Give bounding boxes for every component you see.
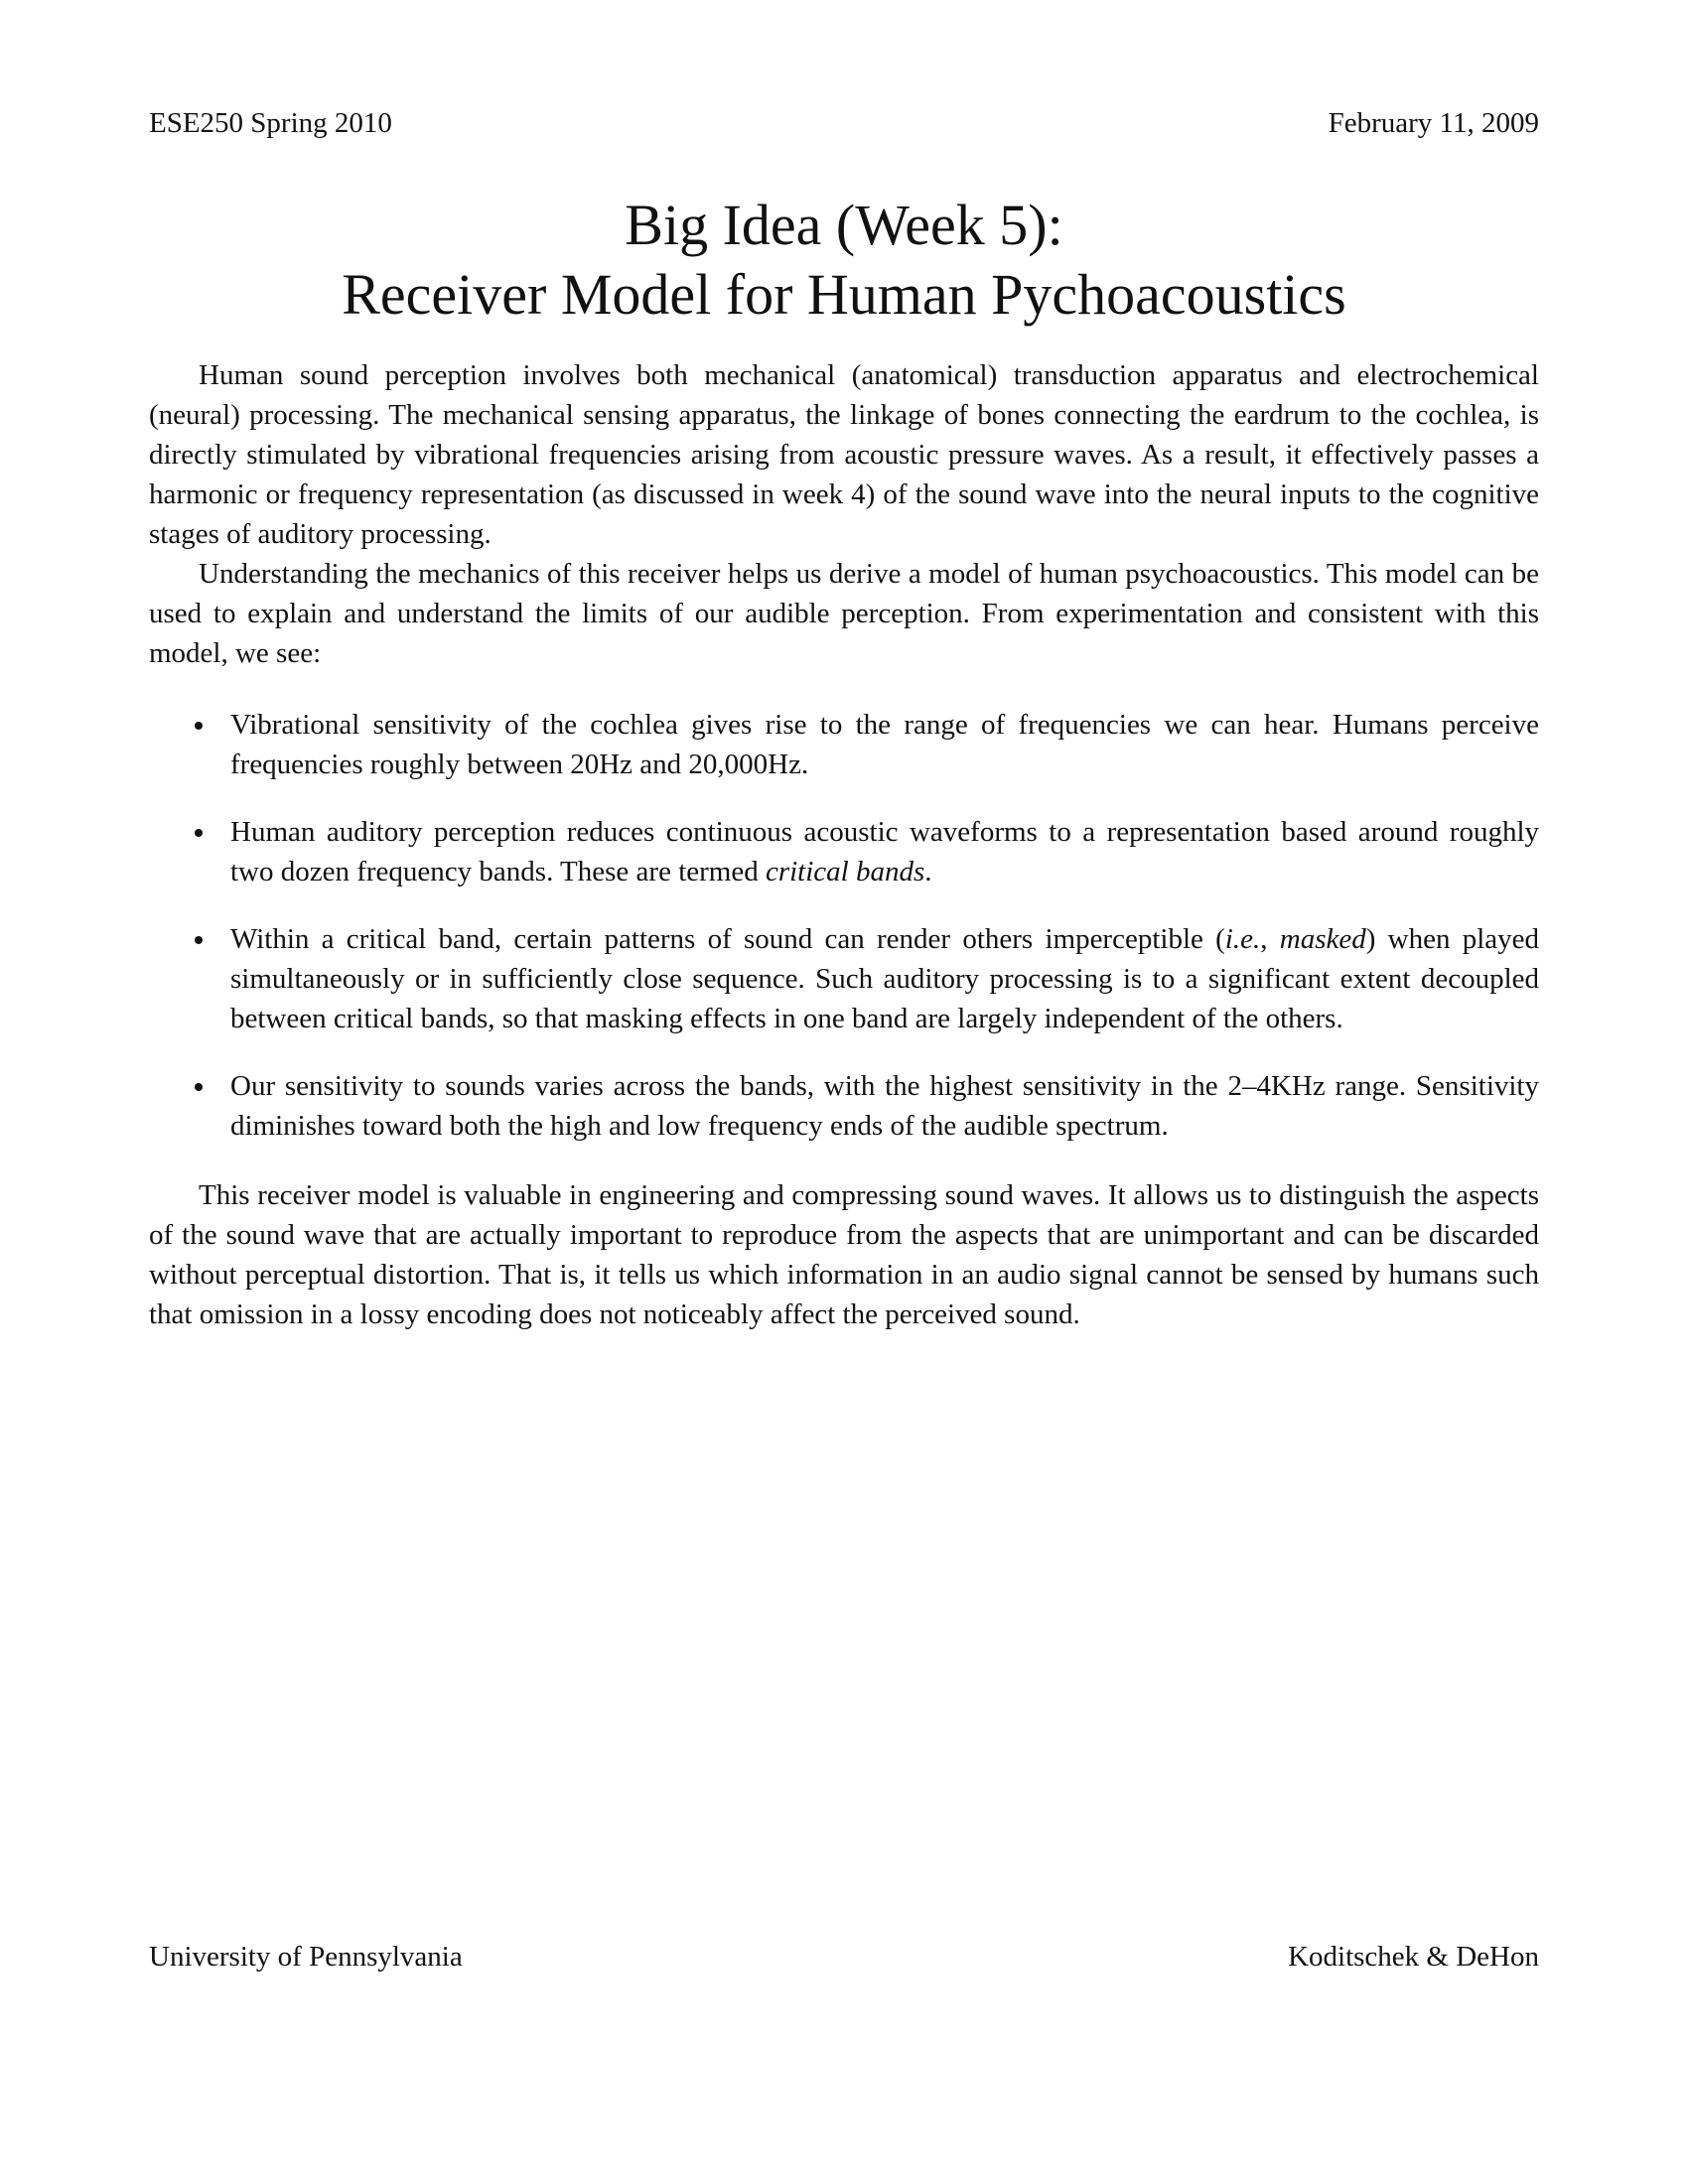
bullet-icon: [195, 829, 203, 837]
list-item: [149, 812, 1539, 891]
paragraph-conclusion: This receiver model is valuable in engineering and compressing sound waves. It allows us to distinguish the aspects of the sound wave that are actually important to reproduce from the aspects that are unimportant and can be discarded without perceptual distortion. That is, it tells us which information in an audio signal cannot be sensed by humans such that omission in a lossy encoding does not noticeably affect the perceived sound.: [149, 1179, 1539, 1330]
list-item-text: [230, 923, 1539, 1034]
list-item-text: [230, 816, 1539, 887]
text-segment: .: [924, 856, 932, 887]
bullet-icon: [195, 722, 203, 730]
emphasis-masked: masked: [1279, 923, 1366, 955]
text-segment: Within a critical band, certain patterns of sound can render others imperceptible (: [230, 923, 1225, 955]
text-segment: ,: [1260, 923, 1280, 955]
bullet-icon: [195, 936, 203, 944]
date-label: February 11, 2009: [1328, 107, 1539, 139]
page-header: [149, 105, 1539, 141]
document-page: [149, 0, 1539, 2184]
document-body: [149, 355, 1539, 1334]
institution-label: University of Pennsylvania: [149, 1941, 463, 1973]
page-footer: [149, 1939, 1539, 1975]
paragraph-intro: Human sound perception involves both mechanical (anatomical) transduction apparatus and electrochemical (neural) processing. The mechanical sensing apparatus, the linkage of bones connecting the eardrum to the cochlea, is directly stimulated by vibrational frequencies arising from acoustic pressure waves. As a result, it effectively passes a harmonic or frequency representation (as discussed in week 4) of the sound wave into the neural inputs to the cognitive stages of auditory processing.: [149, 359, 1539, 550]
list-item: [149, 919, 1539, 1038]
title-line-2: Receiver Model for Human Pychoacoustics: [342, 262, 1346, 327]
paragraph-model: Understanding the mechanics of this receiver helps us derive a model of human psychoacoustics. This model can be used to explain and understand the limits of our audible perception. From experimentation and consistent with this model, we see:: [149, 558, 1539, 669]
bullet-icon: [195, 1083, 203, 1091]
emphasis-ie: i.e.: [1224, 923, 1261, 955]
document-title: [149, 191, 1539, 330]
title-line-1: Big Idea (Week 5):: [625, 193, 1063, 257]
list-item-text: Our sensitivity to sounds varies across the bands, with the highest sensitivity in the 2–4KHz range. Sensitivity diminishes toward both the high and low frequency ends of the audible spectrum.: [230, 1070, 1539, 1142]
text-segment: Human auditory perception reduces continuous acoustic waveforms to a representation based around roughly two dozen frequency bands. These are termed: [230, 816, 1539, 887]
emphasis-critical-bands: critical bands: [765, 856, 925, 887]
list-item-text: Vibrational sensitivity of the cochlea gives rise to the range of frequencies we can hear. Humans perceive frequencies roughly between 20Hz and 20,000Hz.: [230, 709, 1539, 780]
observation-list: [149, 705, 1539, 1146]
authors-label: Koditschek & DeHon: [1288, 1941, 1539, 1973]
text-segment: ) when played simultaneously or in sufficiently close sequence. Such auditory processing is to a significant extent decoupled between critical bands, so that masking effects in one band are largely independent of the others.: [230, 923, 1540, 1034]
list-item: [149, 1066, 1539, 1146]
course-label: ESE250 Spring 2010: [149, 107, 392, 139]
list-item: [149, 705, 1539, 784]
